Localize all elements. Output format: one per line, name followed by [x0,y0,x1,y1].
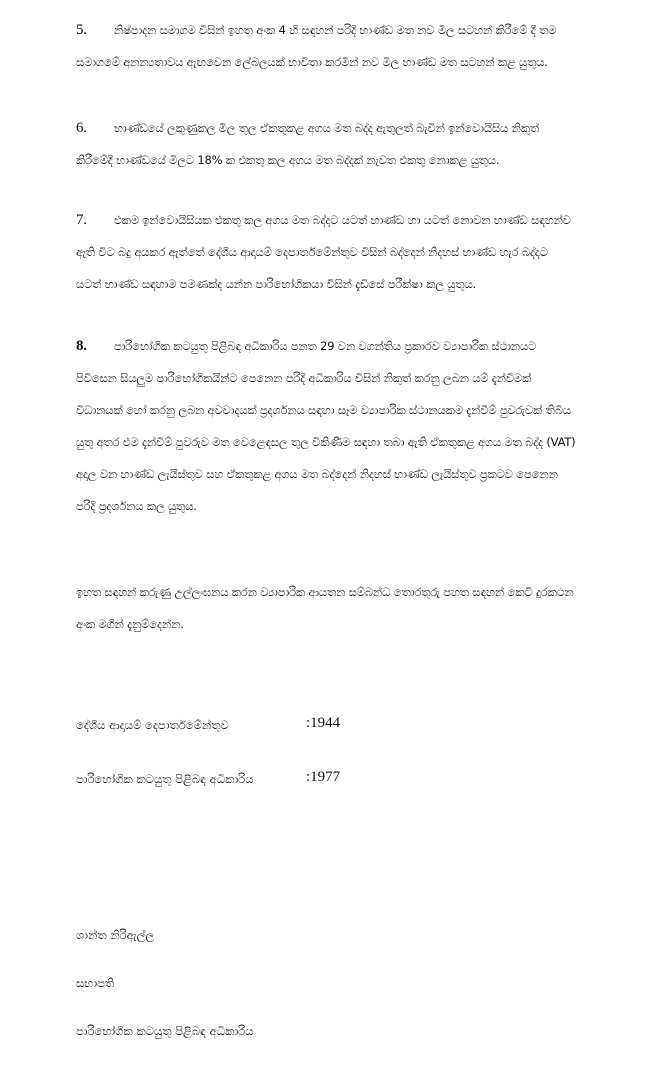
paragraph-number: 7. [76,212,87,228]
hotline-row [76,769,576,796]
hotline-number: :1944 [306,715,341,731]
paragraph-8 [76,330,576,522]
paragraph-number: 5. [76,22,87,38]
paragraph-5 [76,14,576,78]
hotline-label: දේශීය ආදායම් දෙපාර්තමේන්තුව [76,718,229,732]
paragraph-number: 8. [76,338,87,354]
hotline-intro: ඉහත සඳහන් කරුණු උල්ලංඝනය කරන ව්‍යාපාරික ආයතන සම්බන්ධ තොරතුරු පහත සඳහන් කෙටි දුරකථන අංක මගින් දැනුම්දෙන්න. [76,585,574,631]
paragraph-text: එකම ඉන්වොයිසියක එකතු කල අගය මත බද්දට යටත් භාණ්ඩ හා යටත් නොවන භාණ්ඩ සඳහන්ව ඇති විට බදු අයකර ඇත්තේ දේශීය ආදායම් දෙපාර්තමේන්තුව විසින් බද්දෙන් නිදහස් භාණ්ඩ හැර බද්දට යටත් භාණ්ඩ සඳහාම පමණක්ද යන්න පාරිභෝගිකයා විසින් දැඩිසේ පරීක්ෂා කල යුතුය. [76,213,571,291]
paragraph-7 [76,204,576,300]
hotline-number: :1977 [306,769,341,785]
signatory-title: සභාපති [76,976,115,990]
signatory-name: ශාන්ත නිරිඇල්ල [76,928,155,942]
paragraph-text: පාරිභෝගික කටයුතු පිළිබඳ අධිකාරිය පනත 29 වන වගන්තිය ප්‍රකාරව ව්‍යාපාරික ස්ථානයට පිවිසෙන සියලුම පාරිභෝගිකයින්ට පෙනෙන පරිදි අධිකාරිය විසින් නිකුත් කරනු ලබන යම් දැන්වීමක් විධානයක් හෝ කරනු ලබන අවවාදයක් ප්‍රදර්ශනය සඳහා සෑම ව්‍යාපාරික ස්ථානයකම දැන්වීම් පුවරුවක් තිබිය යුතු අතර එම දැන්වීම් පුවරුව මත වෙළෙඳසල තුල විකිණීම සඳහා තබා ඇති ඒකතුකළ අගය මත බද්ද (VAT) අදාල වන භාණ්ඩ ලැයිස්තුව සහ ඒකතුකළ අගය මත බද්දෙන් නිදහස් භාණ්ඩ ලැයිස්තුව ප්‍රකටව පෙනෙන පරිදි ප්‍රදර්ශනය කල යුතුය. [76,339,576,513]
hotline-row [76,715,576,742]
signatory-organization: පාරිභෝගික කටයුතු පිළිබඳ අධිකාරිය [76,1024,254,1038]
paragraph-text: නිෂ්පාදන සමාගම විසින් ඉහත අංක 4 හි සඳහන් පරිදි භාණ්ඩ මත නව මිල සටහන් කිරීමේ දී තම සමාගමේ අනන්‍යතාවය ඇඟවෙන ලේබලයක් භාවිතා කරමින් නව මිල භාණ්ඩ මත සටහන් කළ යුතුය. [76,23,557,69]
hotline-label: පාරිභෝගික කටයුතු පිළිබඳ අධිකාරිය [76,772,254,786]
paragraph-6 [76,112,576,176]
paragraph-text: භාණ්ඩයේ ලකුණුකල මිල තුල ඒකතුකළ අගය මත බද්ද ඇතුලත් බැවින් ඉන්වොයිසිය නිකුත් කිරීමේදී භාණ්ඩයේ මිලට 18% ක එකතු කල අගය මත බද්දක් නැවත එකතු නොකළ යුතුය. [76,121,539,167]
paragraph-number: 6. [76,120,87,136]
